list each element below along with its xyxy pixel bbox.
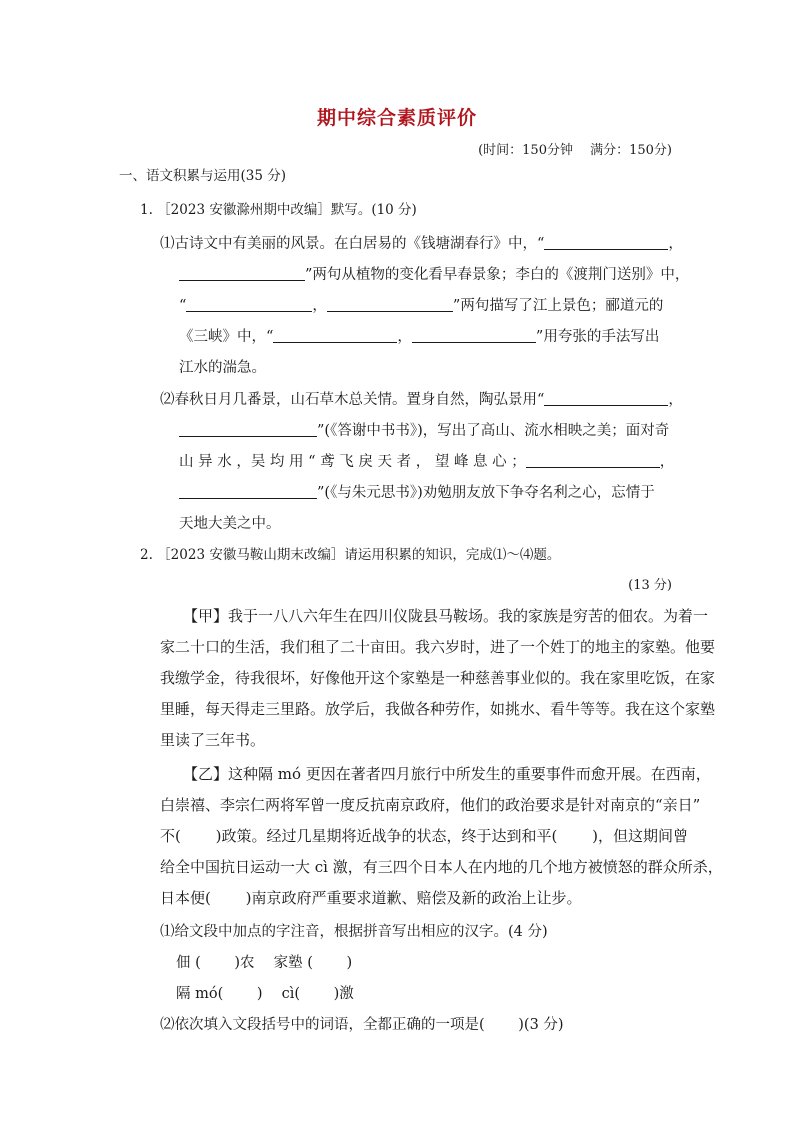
question-2-heading: 2. ［2023 安徽马鞍山期末改编］请运用积累的知识，完成⑴～⑷题。 [140, 547, 561, 563]
q1-p2-line1 [160, 388, 683, 409]
text: ， [397, 329, 412, 345]
q2-sub2: ⑵依次填入文段括号中的词语，全都正确的一项是( )(3 分) [160, 1017, 564, 1033]
q1-p1-line4 [179, 325, 659, 346]
q1-p1-line1 [160, 232, 683, 253]
passage-jia-line: 里睡，每天得走三里路。放学后，我做各种劳作，如挑水、看牛等等。我在这个家塾 [160, 700, 716, 718]
question-1-heading: 1. ［2023 安徽滁州期中改编］默写。(10 分) [140, 202, 417, 218]
text: ”(《答谢中书书》)，写出了高山、流水相映之美；面对奇 [317, 423, 670, 439]
passage-yi-line: 日本便( )南京政府严重要求道歉、赔偿及新的政治上让步。 [160, 889, 582, 907]
passage-yi-line: 给全中国抗日运动一大 cì 激，有三四个日本人在内地的几个地方被愤怒的群众所杀， [160, 858, 723, 876]
question-2-score: (13 分) [628, 578, 672, 593]
answer-blank[interactable] [412, 328, 536, 343]
text: ⑴古诗文中有美丽的风景。在白居易的《钱塘湖春行》中，“ [160, 236, 545, 252]
answer-blank[interactable] [179, 266, 305, 281]
text: ， [668, 236, 683, 252]
text: “ [179, 298, 187, 314]
passage-jia-line: 家二十口的生活，我们租了二十亩田。我六岁时，进了一个姓丁的地主的家塾。他要 [160, 638, 716, 656]
passage-yi-line: 不( )政策。经过几星期将近战争的状态，终于达到和平( )，但这期间曾 [160, 827, 688, 845]
answer-blank[interactable] [179, 422, 317, 437]
answer-blank[interactable] [544, 391, 668, 406]
answer-blank[interactable] [327, 297, 453, 312]
answer-blank[interactable] [273, 328, 397, 343]
text: 山 异 水 ，吴 均 用 “ 鸢 飞 戾 天 者 ， 望 峰 息 心 ； [179, 454, 526, 470]
text: ”(《与朱元思书》)劝勉朋友放下争夺名利之心，忘情于 [317, 485, 655, 501]
page-title: 期中综合素质评价 [316, 107, 477, 129]
passage-jia-line: 【甲】我于一八八六年生在四川仪陇县马鞍场。我的家族是穷苦的佃农。为着一 [183, 607, 709, 625]
q1-p2-line4 [179, 481, 655, 502]
q1-p2-line5: 天地大美之中。 [179, 516, 281, 532]
q1-p1-line5: 江水的湍急。 [179, 360, 266, 376]
passage-yi-line: 【乙】这种隔 mó 更因在著者四月旅行中所发生的重要事件而愈开展。在西南， [183, 765, 711, 783]
answer-blank[interactable] [544, 235, 668, 250]
passage-jia-line: 我缴学金，待我很坏，好像他开这个家塾是一种慈善事业似的。我在家里吃饭，在家 [160, 669, 716, 687]
q1-p1-line3 [179, 294, 663, 315]
passage-jia-line: 里读了三年书。 [160, 731, 266, 749]
text: ， [668, 392, 683, 408]
text: ”用夸张的手法写出 [535, 329, 660, 345]
text: ⑵春秋日月几番景，山石草木总关情。置身自然，陶弘景用“ [160, 392, 545, 408]
text: 《三峡》中，“ [179, 329, 274, 345]
text: ”两句描写了江上景色；郦道元的 [452, 298, 664, 314]
exam-meta: (时间：150分钟 满分：150分) [478, 143, 672, 158]
q1-p2-line2 [179, 419, 669, 440]
text: ， [312, 298, 327, 314]
text: ， [659, 454, 675, 470]
q1-p2-line3 [179, 450, 674, 471]
passage-yi-line: 白崇禧、李宗仁两将军曾一度反抗南京政府，他们的政治要求是针对南京的“亲日” [160, 796, 701, 814]
q2-sub1-items-b: 隔 mó( ) cì( )激 [176, 986, 354, 1002]
q2-sub1-items-a: 佃 ( )农 家塾 ( ) [176, 955, 353, 971]
q2-sub1: ⑴给文段中加点的字注音，根据拼音写出相应的汉字。(4 分) [160, 924, 548, 940]
answer-blank[interactable] [526, 453, 660, 468]
q1-p1-line2 [179, 263, 689, 284]
answer-blank[interactable] [179, 484, 317, 499]
text: ”两句从植物的变化看早春景象；李白的《渡荆门送别》中， [305, 267, 690, 283]
answer-blank[interactable] [186, 297, 312, 312]
section-heading: 一、语文积累与运用(35 分) [119, 168, 287, 184]
